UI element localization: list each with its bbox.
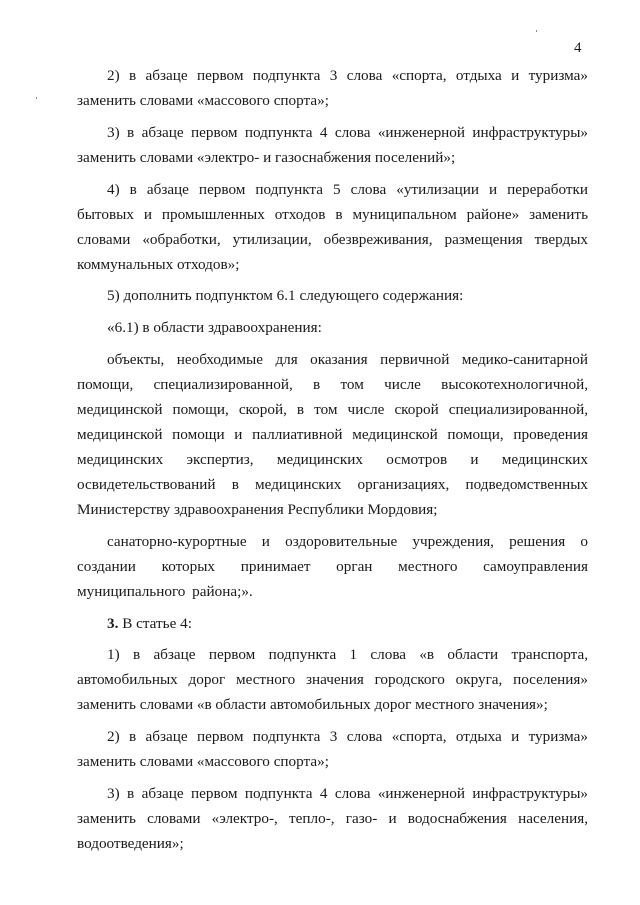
article-heading: В статье 4: bbox=[118, 614, 192, 632]
paragraph-9: 1) в абзаце первом подпункта 1 слова «в области транспорта, автомобильных дорог местного значения городского округа, поселения» заменить словами «в области автомобильных дорог местного значения»; bbox=[77, 646, 588, 714]
paragraph-7: санаторно-курортные и оздоровительные учреждения, решения о создании которых принимает орган местного самоуправления муниципального района;». bbox=[77, 532, 588, 600]
document-body bbox=[77, 63, 588, 863]
scan-speck bbox=[36, 97, 37, 99]
paragraph-5: «6.1) в области здравоохранения: bbox=[107, 319, 322, 337]
page-number: 4 bbox=[574, 40, 582, 56]
paragraph-11: 3) в абзаце первом подпункта 4 слова «инженерной инфраструктуры» заменить словами «электро-, тепло-, газо- и водоснабжения населения, водоотведения»; bbox=[77, 784, 588, 852]
paragraph-8 bbox=[77, 611, 588, 636]
article-number: 3. bbox=[107, 614, 119, 632]
paragraph-1: 2) в абзаце первом подпункта 3 слова «спорта, отдыха и туризма» заменить словами «массового спорта»; bbox=[77, 67, 588, 109]
paragraph-6: объекты, необходимые для оказания первичной медико-санитарной помощи, специализированной, в том числе высокотехнологичной, медицинской помощи, скорой, в том числе скорой специализированной, медицинской помощи и паллиативной медицинской помощи, проведения медицинских экспертиз, медицинских осмотров и медицинских освидетельствований в медицинских организациях, подведомственных Министерству здравоохранения Республики Мордовия; bbox=[77, 350, 588, 518]
paragraph-2: 3) в абзаце первом подпункта 4 слова «инженерной инфраструктуры» заменить словами «электро- и газоснабжения поселений»; bbox=[77, 123, 588, 166]
paragraph-10: 2) в абзаце первом подпункта 3 слова «спорта, отдыха и туризма» заменить словами «массового спорта»; bbox=[77, 728, 588, 771]
paragraph-4: 5) дополнить подпунктом 6.1 следующего содержания: bbox=[107, 287, 464, 305]
scan-speck bbox=[536, 30, 537, 32]
paragraph-3: 4) в абзаце первом подпункта 5 слова «утилизации и переработки бытовых и промышленных отходов в муниципальном районе» заменить словами «обработки, утилизации, обезвреживания, размещения твердых коммунальных отходов»; bbox=[77, 180, 588, 273]
